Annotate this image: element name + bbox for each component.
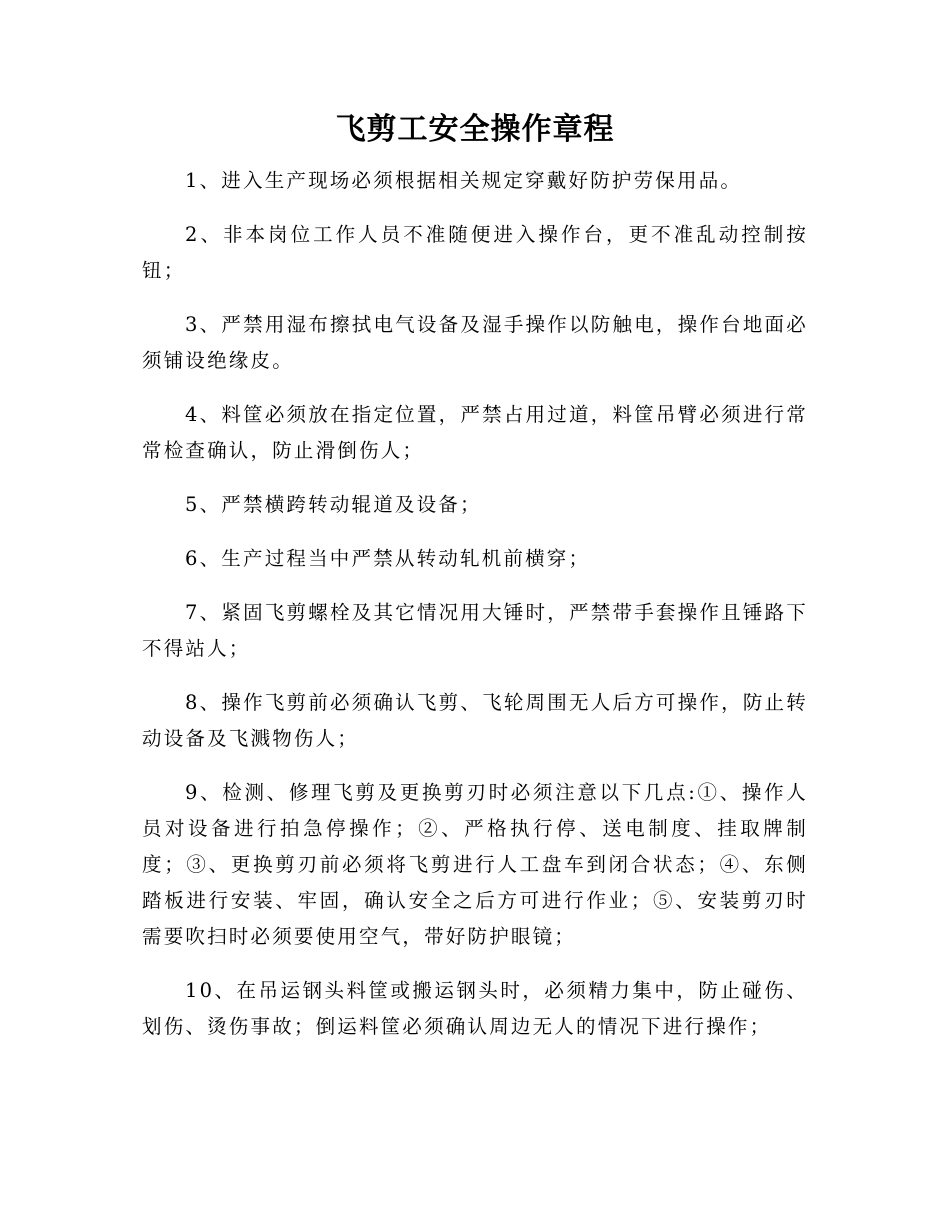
rule-item-7: 7、紧固飞剪螺栓及其它情况用大锤时，严禁带手套操作且锤路下不得站人；: [142, 601, 808, 660]
document-title: 飞剪工安全操作章程: [335, 112, 615, 147]
rule-item-3: 3、严禁用湿布擦拭电气设备及湿手操作以防触电，操作台地面必须铺设绝缘皮。: [142, 313, 808, 372]
rule-item-2: 2、非本岗位工作人员不准随便进入操作台，更不准乱动控制按钮；: [142, 223, 808, 282]
rule-item-4: 4、料筐必须放在指定位置，严禁占用过道，料筐吊臂必须进行常常检查确认，防止滑倒伤人；: [142, 403, 808, 462]
rule-item-9: 9、检测、修理飞剪及更换剪刃时必须注意以下几点:①、操作人员对设备进行拍急停操作；②、严格执行停、送电制度、挂取牌制度；③、更换剪刃前必须将飞剪进行人工盘车到闭合状态；④、东侧踏板进行安装、牢固，确认安全之后方可进行作业；⑤、安装剪刃时需要吹扫时必须要使用空气，带好防护眼镜；: [142, 781, 808, 948]
rule-item-5: 5、严禁横跨转动辊道及设备；: [185, 493, 482, 516]
rule-item-6: 6、生产过程当中严禁从转动轧机前横穿；: [185, 547, 591, 570]
rule-item-8: 8、操作飞剪前必须确认飞剪、飞轮周围无人后方可操作，防止转动设备及飞溅物伤人；: [142, 691, 808, 750]
rules-list: [142, 163, 808, 1063]
rule-item-1: 1、进入生产现场必须根据相关规定穿戴好防护劳保用品。: [185, 169, 743, 192]
rule-item-10: 10、在吊运钢头料筐或搬运钢头时，必须精力集中，防止碰伤、划伤、烫伤事故；倒运料筐必须确认周边无人的情况下进行操作；: [142, 979, 808, 1038]
